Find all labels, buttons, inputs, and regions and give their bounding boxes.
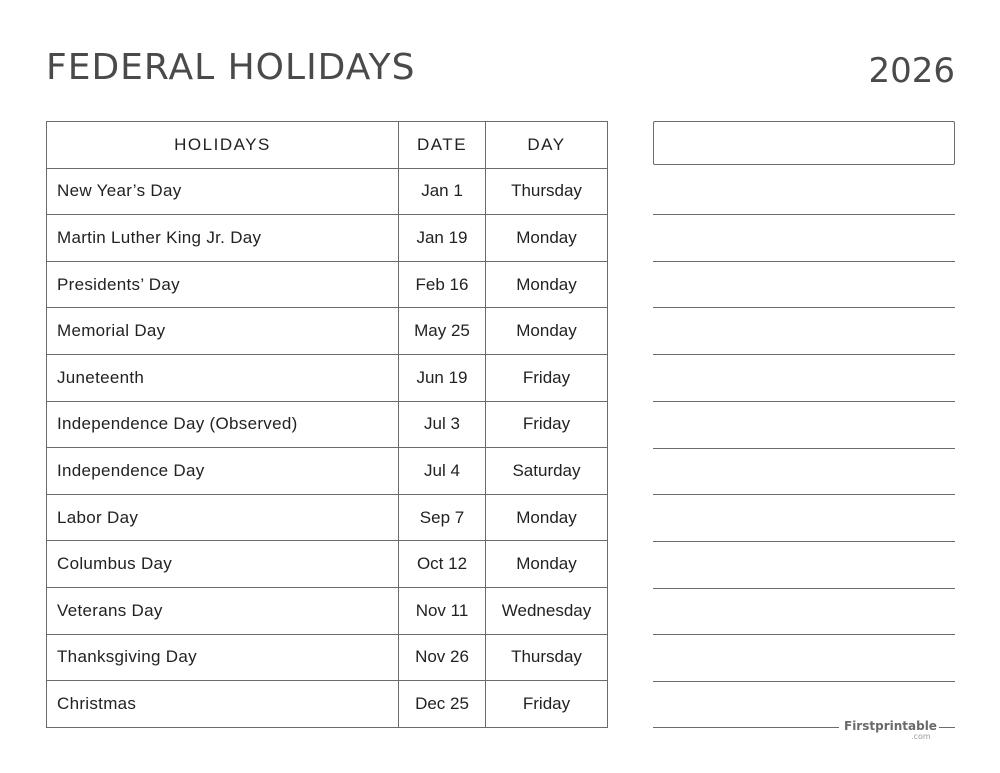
table-row — [47, 541, 608, 588]
note-line[interactable] — [653, 681, 955, 682]
note-line[interactable] — [653, 214, 955, 215]
holiday-day-cell: Saturday — [486, 448, 608, 495]
brand-footer — [653, 718, 955, 742]
column-header-date: DATE — [399, 122, 486, 169]
table-row — [47, 681, 608, 728]
holiday-day-cell: Friday — [486, 354, 608, 401]
holiday-date-cell: Jan 19 — [399, 215, 486, 262]
note-line[interactable] — [653, 448, 955, 449]
note-line[interactable] — [653, 494, 955, 495]
holiday-day-cell: Monday — [486, 494, 608, 541]
holiday-name-cell: Memorial Day — [47, 308, 399, 355]
note-line[interactable] — [653, 307, 955, 308]
holiday-name-cell: New Year’s Day — [47, 168, 399, 215]
year-label: 2026 — [868, 51, 955, 91]
holiday-date-cell: Jun 19 — [399, 354, 486, 401]
column-header-day: DAY — [486, 122, 608, 169]
holiday-date-cell: Nov 26 — [399, 634, 486, 681]
holiday-name-cell: Juneteenth — [47, 354, 399, 401]
table-row — [47, 401, 608, 448]
brand-logo-tld: .com — [911, 732, 931, 741]
holiday-day-cell: Monday — [486, 215, 608, 262]
holiday-date-cell: Feb 16 — [399, 261, 486, 308]
table-row — [47, 261, 608, 308]
note-line[interactable] — [653, 541, 955, 542]
holiday-date-cell: Nov 11 — [399, 587, 486, 634]
holiday-day-cell: Friday — [486, 401, 608, 448]
holiday-date-cell: Oct 12 — [399, 541, 486, 588]
holiday-date-cell: Jul 3 — [399, 401, 486, 448]
holiday-date-cell: Jul 4 — [399, 448, 486, 495]
notes-header-box[interactable] — [653, 121, 955, 165]
holiday-name-cell: Labor Day — [47, 494, 399, 541]
table-header-row — [47, 122, 608, 169]
note-line[interactable] — [653, 261, 955, 262]
holiday-name-cell: Presidents’ Day — [47, 261, 399, 308]
table-row — [47, 308, 608, 355]
table-row — [47, 168, 608, 215]
note-line[interactable] — [653, 354, 955, 355]
holiday-day-cell: Thursday — [486, 168, 608, 215]
holiday-date-cell: Dec 25 — [399, 681, 486, 728]
brand-logo-text: Firstprintable — [844, 719, 937, 733]
holiday-date-cell: Sep 7 — [399, 494, 486, 541]
note-line[interactable] — [653, 401, 955, 402]
table-row — [47, 634, 608, 681]
divider — [653, 727, 839, 728]
holiday-date-cell: Jan 1 — [399, 168, 486, 215]
holiday-name-cell: Veterans Day — [47, 587, 399, 634]
note-line[interactable] — [653, 588, 955, 589]
column-header-holidays: HOLIDAYS — [47, 122, 399, 169]
table-row — [47, 215, 608, 262]
table-row — [47, 587, 608, 634]
holiday-name-cell: Martin Luther King Jr. Day — [47, 215, 399, 262]
holiday-name-cell: Independence Day (Observed) — [47, 401, 399, 448]
holiday-name-cell: Christmas — [47, 681, 399, 728]
holiday-day-cell: Monday — [486, 541, 608, 588]
divider — [939, 727, 955, 728]
table-row — [47, 448, 608, 495]
holiday-day-cell: Thursday — [486, 634, 608, 681]
holiday-day-cell: Wednesday — [486, 587, 608, 634]
holiday-day-cell: Monday — [486, 308, 608, 355]
table-row — [47, 354, 608, 401]
note-line[interactable] — [653, 634, 955, 635]
holiday-name-cell: Thanksgiving Day — [47, 634, 399, 681]
holiday-date-cell: May 25 — [399, 308, 486, 355]
holiday-day-cell: Monday — [486, 261, 608, 308]
table-row — [47, 494, 608, 541]
page-title: FEDERAL HOLIDAYS — [46, 47, 416, 88]
holiday-name-cell: Columbus Day — [47, 541, 399, 588]
holiday-day-cell: Friday — [486, 681, 608, 728]
holiday-name-cell: Independence Day — [47, 448, 399, 495]
holidays-table — [46, 121, 608, 728]
